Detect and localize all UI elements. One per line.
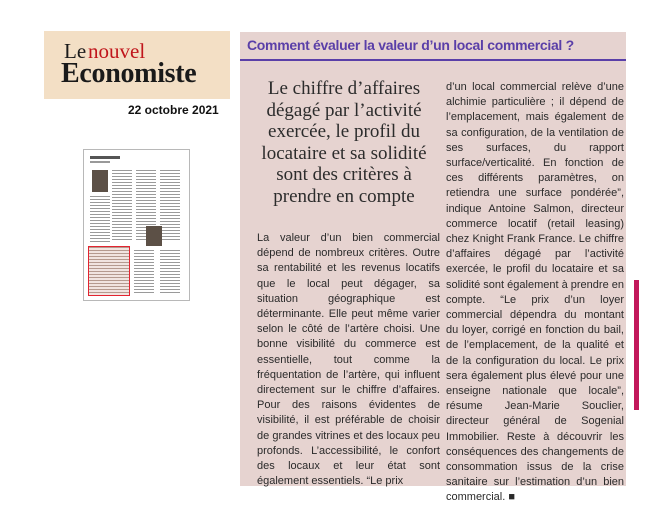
thumb-article-highlight	[88, 246, 130, 296]
thumb-photo-2	[146, 226, 162, 246]
publication-logo	[44, 31, 230, 99]
title-rule	[240, 59, 626, 61]
article-left-column: La valeur d’un bien commercial dépend de nombreux critères. Outre sa rentabilité et les revenus locatifs que le local peut dégager, sa situation géographique est déterminante. Elle peut même varier selon le côté de l’artère choisi. Une bonne visibilité du commerce est essentielle, tout comme la fréquentation de l’artère, qui influent directement sur le chiffre d’affaires. Pour des raisons évidentes de visibilité, il est préférable de choisir de grandes vitrines et des locaux peu profonds. L’accessibilité, le confort des locaux et leur état sont également essentiels. “Le prix	[257, 232, 440, 488]
thumb-column	[160, 250, 180, 294]
page-thumbnail	[83, 149, 190, 301]
thumb-column	[112, 170, 132, 242]
article-right-column: d’un local commercial relève d’une alchimie particulière ; il dépend de l’emplacement, mais également de sa configuration, de la ventilation de ses surfaces, du rapport surface/verticalité. En fonction de ces différents paramètres, on retiendra une surface pondérée”, indique Antoine Salmon, directeur commerce locatif (retail leasing) chez Knight Frank France. Le chiffre d’affaires dégagé par l’activité exercée, le profil du locataire et sa solidité sont également à prendre en compte. “Le prix d’un loyer commercial dépendra du montant du loyer, corrigé en fonction du bail, de l’emplacement, de la qualité et de la configuration du local. Le prix sera également plus élevé pour une enseigne nationale que locale”, résume Jean-Marie Souclier, directeur général de Sogenial Immobilier. Reste à découvrir les conséquences des changements de consommation issus de la crise sanitaire sur l’estimation d’un bien commercial. ■	[446, 81, 624, 504]
thumb-header	[90, 156, 120, 159]
thumb-photo-1	[92, 170, 108, 192]
article-title: Comment évaluer la valeur d’un local commercial ?	[247, 37, 574, 53]
publication-date: 22 octobre 2021	[128, 103, 219, 117]
thumb-column	[134, 250, 154, 294]
logo-le: Le	[64, 39, 87, 63]
thumb-column	[160, 170, 180, 242]
article-subhead: Le chiffre d’affaires dégagé par l’activité exercée, le profil du locataire et sa solidité sont des critères à prendre en compte	[261, 78, 427, 207]
article-clipping	[240, 32, 626, 504]
thumb-column	[90, 196, 110, 242]
logo-nouvel: nouvel	[88, 39, 146, 63]
logo-economiste: Economiste	[61, 58, 197, 89]
thumb-subheader	[90, 161, 110, 163]
side-accent-bar	[634, 280, 639, 410]
